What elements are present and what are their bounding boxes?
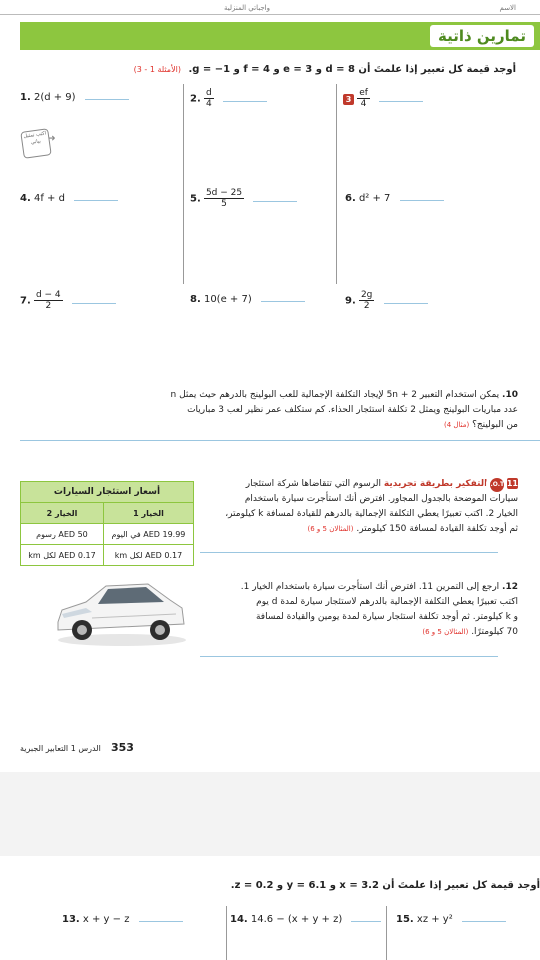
header-rule bbox=[0, 14, 540, 15]
exercise-2-fraction: $\frac{d}{4}$ bbox=[205, 88, 212, 109]
exercise-6: 6. d² + 7 bbox=[345, 193, 444, 204]
exercise-15-expr: xz + y² bbox=[416, 914, 453, 925]
exercise-14-expr: 14.6 − (x + y + z) bbox=[250, 914, 343, 925]
page-gap bbox=[0, 772, 540, 856]
answer-line-13[interactable] bbox=[139, 920, 183, 922]
answer-line-3[interactable] bbox=[379, 100, 423, 102]
car-image bbox=[52, 574, 188, 648]
question-11: 11 H.O.T التفكير بطريقة تجريدية الرسوم التي تتقاضاها شركة استئجار سيارات الموضحة بالجدول المجاور. افترض أنك استأجرت سيارة باستخدام الخيار 2. اكتب تعبيرًا يعطي التكلفة الإجمالية بالدرهم للقيادة لمسافة k كيلومتر، ثم أوجد تكلفة القيادة لمسافة 150 كيلومتر. (المثالان 5 و 6) bbox=[225, 479, 518, 534]
exercise-3 bbox=[343, 88, 423, 109]
answer-line-2[interactable] bbox=[223, 100, 267, 102]
answer-line-15[interactable] bbox=[462, 920, 506, 922]
price-table bbox=[20, 481, 194, 566]
answer-line-14[interactable] bbox=[351, 920, 381, 922]
page-footer bbox=[20, 741, 134, 754]
grid-divider-right bbox=[336, 84, 337, 284]
table-caption: أسعار استئجار السيارات bbox=[21, 482, 194, 503]
table-cell: AED 19.99 في اليوم bbox=[103, 524, 193, 545]
exercise-3-fraction: $\frac{ef}{4}$ bbox=[359, 88, 368, 109]
answer-line-11[interactable] bbox=[200, 552, 498, 553]
exercise-5-fraction: $\frac{5d - 25}{5}$ bbox=[205, 188, 243, 209]
page-number: 353 bbox=[110, 741, 134, 754]
exercise-9-fraction: $\frac{2g}{2}$ bbox=[360, 290, 373, 311]
question-12: 12. ارجع إلى التمرين 11. افترض أنك استأجرت سيارة باستخدام الخيار 1. اكتب تعبيرًا يعطي التكلفة الإجمالية بالدرهم لاستئجار سيارة لمدة d يوم و k كيلومتر. ثم أوجد تكلفة استئجار سيارة لمدة يومين والقيادة لمسافة 70 كيلومترًا. (المثالان 5 و 6) bbox=[240, 582, 518, 637]
table-header-option-1: الخيار 1 bbox=[103, 503, 193, 524]
hot-badge: H.O.T bbox=[490, 478, 504, 492]
exercise-8-expr: 10(e + 7) bbox=[203, 294, 252, 305]
instructions-text: أوجد قيمة كل تعبير إذا علمتَ أن d = 8 و e = 3 و f = 4 و g = −1. bbox=[188, 64, 516, 75]
exercise-2: 2. $\frac{d}{4}$ bbox=[190, 88, 267, 109]
question-10: 10. يمكن استخدام التعبير 5n + 2 لإيجاد التكلفة الإجمالية للعب البولينج بالدرهم حيث يمثل n عدد مباريات البولينج ويمثل 2 تكلفة استئجار الحذاء. كم ستكلف عمر نظير لعب 3 مباريات من البولينج؟ (مثال 4) bbox=[170, 390, 518, 430]
page2-divider-right bbox=[386, 906, 387, 960]
answer-line-10[interactable] bbox=[20, 440, 540, 441]
banner-title: تمارين ذاتية bbox=[430, 25, 534, 47]
exercise-1: 1. 2(d + 9) bbox=[20, 92, 129, 103]
answer-line-8[interactable] bbox=[261, 300, 305, 302]
exercise-4: 4. 4f + d bbox=[20, 193, 118, 204]
exercise-8: 8. 10(e + 7) bbox=[190, 294, 305, 305]
answer-line-1[interactable] bbox=[85, 98, 129, 100]
exercise-14: 14. 14.6 − (x + y + z) bbox=[230, 914, 381, 925]
instructions-ref: (الأمثلة 1 - 3) bbox=[133, 65, 181, 74]
homework-label: واجباتي المنزلية bbox=[223, 4, 270, 12]
exercise-7: 7. $\frac{d - 4}{2}$ bbox=[20, 290, 116, 311]
table-header-option-2: الخيار 2 bbox=[21, 503, 104, 524]
lesson-label: الدرس 1 التعابير الجبرية bbox=[20, 744, 101, 753]
note-stamp: اكتب تمثيل بياني bbox=[20, 128, 51, 159]
page-header bbox=[0, 2, 540, 16]
exercise-9: 9. $\frac{2g}{2}$ bbox=[345, 290, 428, 311]
page2-divider-left bbox=[226, 906, 227, 960]
exercise-7-fraction: $\frac{d - 4}{2}$ bbox=[35, 290, 61, 311]
exercise-15: 15. xz + y² bbox=[396, 914, 506, 925]
arrow-icon: ➜ bbox=[48, 134, 56, 144]
section-banner bbox=[20, 22, 540, 50]
answer-line-6[interactable] bbox=[400, 199, 444, 201]
answer-line-4[interactable] bbox=[74, 199, 118, 201]
instructions bbox=[134, 64, 516, 75]
table-cell: AED 0.17 لكل km bbox=[21, 545, 104, 566]
page2-instructions: أوجد قيمة كل تعبير إذا علمتَ أن x = 3.2 و y = 6.1 و z = 0.2. bbox=[230, 880, 540, 891]
exercise-13-expr: x + y − z bbox=[82, 914, 130, 925]
grid-divider-left bbox=[183, 84, 184, 284]
exercise-1-expr: 2(d + 9) bbox=[33, 92, 76, 103]
name-label: الاسم bbox=[499, 4, 516, 12]
exercise-13: 13. x + y − z bbox=[62, 914, 183, 925]
exercise-6-expr: d² + 7 bbox=[358, 193, 391, 204]
exercise-5: 5. $\frac{5d - 25}{5}$ bbox=[190, 188, 297, 209]
answer-line-9[interactable] bbox=[384, 302, 428, 304]
exercise-4-expr: 4f + d bbox=[33, 193, 65, 204]
answer-line-5[interactable] bbox=[253, 200, 297, 202]
answer-line-7[interactable] bbox=[72, 302, 116, 304]
exercise-3-badge: 3 bbox=[343, 94, 354, 105]
table-cell: AED 50 رسوم bbox=[21, 524, 104, 545]
table-cell: AED 0.17 لكل km bbox=[103, 545, 193, 566]
question-11-number: 11 bbox=[506, 479, 518, 488]
answer-line-12[interactable] bbox=[200, 656, 498, 657]
